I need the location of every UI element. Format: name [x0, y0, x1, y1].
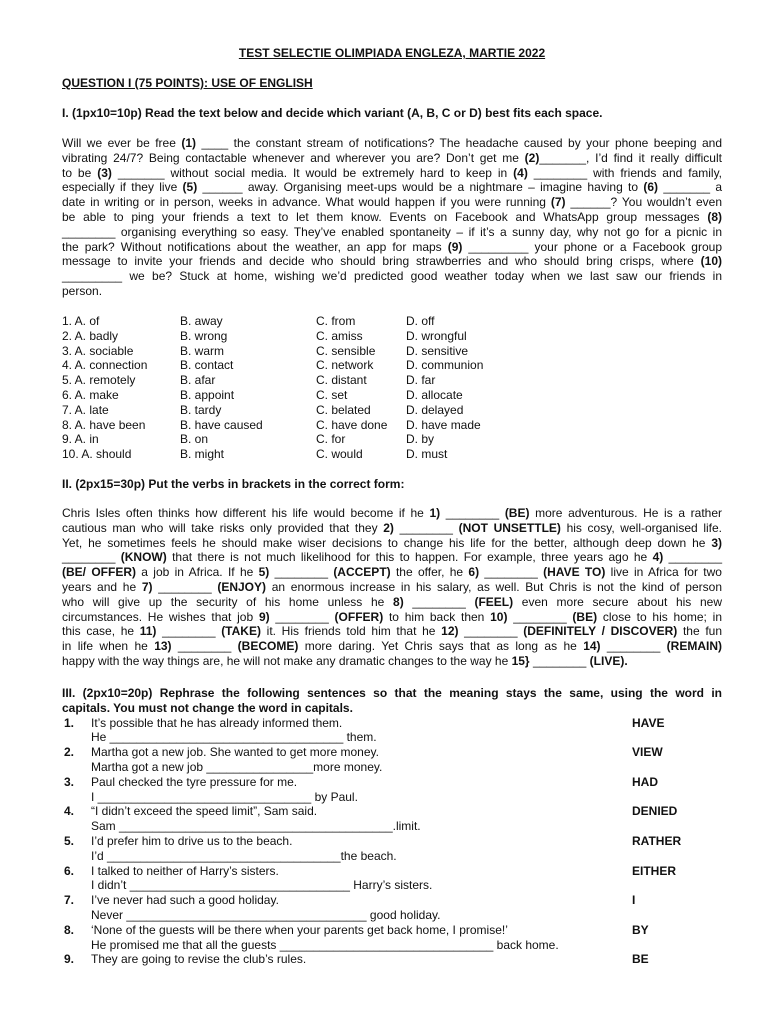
text-segment: especially if they live — [62, 180, 183, 195]
blank-marker: 11) — [139, 624, 157, 639]
item-number: 5. — [64, 833, 75, 848]
option-choice: 7. A. late — [62, 402, 109, 417]
section-1-line — [62, 284, 722, 299]
section-2-line — [62, 595, 722, 610]
item-number: 4. — [64, 804, 75, 819]
item-keyword: I — [632, 893, 636, 908]
blank-marker: 7) — [141, 579, 153, 594]
text-segment: ________ — [663, 550, 722, 565]
blank-marker: (5) — [182, 180, 198, 195]
text-segment: more adventurous. He is a rather — [529, 506, 722, 520]
section-3-heading-line-1: III. (2px10=20p) Rephrase the following sentences so that the meaning stays the same, using the word in — [62, 686, 722, 700]
text-segment: date in writing or in person, weeks in advance. What would happen if you were running — [62, 195, 551, 210]
blank-marker: (BE) — [504, 506, 530, 520]
text-segment: the offer, he — [390, 565, 469, 580]
item-answer-line: I didn’t _________________________________ Harry’s sisters. — [91, 878, 433, 893]
section-2-heading: II. (2px15=30p) Put the verbs in brackets in the correct form: — [62, 477, 405, 491]
text-segment: live in Africa for two — [605, 565, 722, 580]
text-segment: message to invite your friends and decide who should bring strawberries and who should bring crisps, where — [62, 254, 701, 269]
text-segment: ________ — [507, 609, 573, 624]
item-sentence: I’ve never had such a good holiday. — [91, 893, 279, 908]
section-2-line — [62, 639, 722, 654]
text-segment: ______? You wouldn’t even — [565, 195, 722, 210]
question-heading: QUESTION I (75 POINTS): USE OF ENGLISH — [62, 76, 313, 90]
blank-marker: (ACCEPT) — [333, 565, 391, 580]
blank-marker: (HAVE TO) — [543, 565, 606, 580]
item-keyword: HAD — [632, 774, 658, 789]
blank-marker: (OFFER) — [334, 609, 384, 624]
option-choice: D. by — [406, 432, 435, 447]
rephrase-item — [62, 893, 722, 923]
option-choice: C. network — [316, 358, 374, 373]
option-choice: D. communion — [406, 358, 484, 373]
text-segment: ________ — [600, 639, 667, 654]
item-number: 8. — [64, 922, 75, 937]
text-segment: ________ — [62, 550, 121, 565]
section-3 — [62, 686, 722, 982]
text-segment: person. — [62, 283, 103, 298]
section-1-line — [62, 225, 722, 240]
blank-marker: (7) — [550, 195, 566, 210]
section-1-heading: I. (1px10=10p) Read the text below and decide which variant (A, B, C or D) best fits each space. — [62, 106, 603, 120]
text-segment: ________ — [156, 624, 222, 639]
option-choice: D. allocate — [406, 387, 463, 402]
item-number: 7. — [64, 893, 75, 908]
blank-marker: (REMAIN) — [666, 639, 722, 654]
section-1-line — [62, 195, 722, 210]
option-choice: C. for — [316, 432, 346, 447]
section-2-line — [62, 521, 722, 536]
item-keyword: RATHER — [632, 833, 682, 848]
item-sentence: I talked to neither of Harry’s sisters. — [91, 863, 279, 878]
section-1-line — [62, 240, 722, 255]
item-answer-line: Never ____________________________________ good holiday. — [91, 907, 441, 922]
section-2-line — [62, 580, 722, 595]
item-answer-line: I ________________________________ by Paul. — [91, 789, 358, 804]
item-sentence: I’d prefer him to drive us to the beach. — [91, 833, 293, 848]
item-sentence: “I didn’t exceed the speed limit”, Sam said. — [91, 804, 318, 819]
text-segment: ________ — [458, 624, 524, 639]
text-segment: ________ — [479, 565, 544, 580]
text-segment: a job in Africa. If he — [135, 565, 259, 580]
option-choice: B. warm — [180, 343, 225, 358]
option-choice: 1. A. of — [62, 314, 100, 328]
blank-marker: (2) — [524, 150, 540, 165]
blank-marker: 5) — [258, 565, 270, 580]
blank-marker: (BECOME) — [237, 639, 299, 654]
blank-marker: (8) — [707, 209, 722, 224]
rephrase-item — [62, 804, 722, 834]
section-2-text — [62, 506, 722, 669]
item-sentence: ‘None of the guests will be there when your parents get back home, I promise!’ — [91, 922, 508, 937]
blank-marker: (6) — [643, 180, 659, 195]
blank-marker: 4) — [652, 550, 664, 565]
rephrase-item — [62, 923, 722, 953]
text-segment: Will we ever be free — [62, 136, 182, 150]
text-segment: close to his home; in — [597, 609, 722, 624]
text-segment: who will give up the security of his home unless he — [62, 594, 394, 609]
document-title: TEST SELECTIE OLIMPIADA ENGLEZA, MARTIE 2022 — [238, 46, 546, 60]
option-choice: 5. A. remotely — [62, 373, 136, 388]
blank-marker: 1) — [429, 506, 441, 520]
section-1-text — [62, 136, 722, 299]
text-segment: ________ — [393, 520, 459, 535]
blank-marker: 15} — [511, 653, 530, 668]
option-choice: C. distant — [316, 373, 367, 388]
section-2-line — [62, 506, 722, 521]
text-segment: his cosy, well-organised life. — [560, 520, 723, 535]
blank-marker: 9) — [258, 609, 270, 624]
text-segment: _________ we be? Stuck at home, wishing we’d predicted good weather today when we last saw our friends in — [62, 269, 722, 284]
text-segment: ________ — [403, 594, 475, 609]
item-keyword: VIEW — [632, 745, 663, 760]
item-number: 3. — [64, 774, 75, 789]
blank-marker: (4) — [513, 165, 528, 180]
blank-marker: (NOT UNSETTLE) — [458, 520, 561, 535]
blank-marker: 2) — [383, 520, 394, 535]
text-segment: _______ a — [658, 180, 723, 195]
text-segment: ________ organising everything so easy. They’ve enabled spontaneity – if it’s a sunny day, why not go for a picnic in — [62, 224, 722, 239]
section-2-line — [62, 624, 722, 639]
item-sentence: They are going to revise the club’s rules. — [91, 952, 307, 967]
option-choice: D. sensitive — [406, 343, 469, 358]
item-keyword: DENIED — [632, 804, 678, 819]
option-choice: C. from — [316, 314, 356, 328]
text-segment: in life when he — [62, 639, 155, 654]
text-segment: even more secure about his new — [513, 594, 723, 609]
text-segment: _______, I’d find it really difficult — [539, 150, 722, 165]
option-choice: 6. A. make — [62, 387, 119, 402]
text-segment: ________ — [529, 653, 590, 668]
text-segment: vibrating 24/7? Being contactable whenever and wherever you are? Don’t get me — [62, 150, 525, 165]
text-segment: ________ — [269, 609, 335, 624]
text-segment: ________ with friends and family, — [527, 165, 723, 180]
option-choice: B. wrong — [180, 328, 228, 343]
text-segment: circumstances. He wishes that job — [62, 609, 259, 624]
rephrase-item — [62, 952, 722, 982]
blank-marker: (KNOW) — [120, 550, 167, 565]
text-segment: ________ — [269, 565, 334, 580]
section-2-line — [62, 654, 722, 669]
item-number: 1. — [64, 715, 75, 730]
blank-marker: (ENJOY) — [217, 579, 267, 594]
text-segment: an enormous increase in his salary, as well. But Chris is not the kind of person — [266, 579, 722, 594]
blank-marker: (BE) — [572, 609, 598, 624]
option-choice: B. away — [180, 314, 223, 328]
blank-marker: 8) — [393, 594, 404, 609]
text-segment: more daring. Yet Chris says that as long as he — [298, 639, 584, 654]
blank-marker: 13) — [154, 639, 172, 654]
option-choice: 4. A. connection — [62, 358, 148, 373]
section-1-line — [62, 254, 722, 269]
item-keyword: BE — [632, 952, 649, 967]
text-segment: to be — [62, 165, 98, 180]
text-segment: Yet, he sometimes feels he should make wiser decisions to change his life for the better, although deep down he — [62, 535, 712, 550]
text-segment: ________ — [152, 579, 218, 594]
section-2-line — [62, 550, 722, 565]
blank-marker: (1) — [181, 136, 197, 150]
blank-marker: (3) — [97, 165, 112, 180]
section-1-line — [62, 166, 722, 181]
text-segment: _______ without social media. It would be extremely hard to keep in — [111, 165, 514, 180]
rephrase-item — [62, 775, 722, 805]
option-choice: 3. A. sociable — [62, 343, 134, 358]
item-answer-line: Sam _________________________________________.limit. — [91, 819, 421, 834]
blank-marker: (DEFINITELY / DISCOVER) — [523, 624, 678, 639]
option-choice: 9. A. in — [62, 432, 99, 447]
section-1-line — [62, 269, 722, 284]
section-1-line — [62, 136, 722, 151]
option-choice: D. off — [406, 314, 435, 328]
blank-marker: (BE/ OFFER) — [62, 565, 136, 580]
text-segment: it. His friends told him that he — [260, 624, 442, 639]
option-choice: B. on — [180, 432, 209, 447]
option-choice: B. contact — [180, 358, 234, 373]
option-choice: C. belated — [316, 402, 371, 417]
blank-marker: 6) — [468, 565, 480, 580]
option-choice: B. have caused — [180, 417, 263, 432]
option-choice: B. afar — [180, 373, 216, 388]
text-segment: ______ away. Organising meet-ups would be a nightmare – imagine having to — [197, 180, 644, 195]
blank-marker: (LIVE). — [589, 653, 628, 668]
text-segment: be able to ping your friends a text to let them know. Events on Facebook and WhatsApp group messages — [62, 209, 708, 224]
option-choice: D. delayed — [406, 402, 464, 417]
blank-marker: 10) — [490, 609, 508, 624]
option-choice: C. would — [316, 447, 363, 462]
option-choice: 2. A. badly — [62, 328, 119, 343]
option-choice: 8. A. have been — [62, 417, 146, 432]
rephrase-item — [62, 745, 722, 775]
option-choice: C. set — [316, 387, 348, 402]
option-choice: D. far — [406, 373, 436, 388]
option-choice: C. amiss — [316, 328, 363, 343]
item-number: 2. — [64, 745, 75, 760]
item-answer-line: Martha got a new job ________________more money. — [91, 759, 383, 774]
option-choice: C. have done — [316, 417, 388, 432]
text-segment: _________ your phone or a Facebook group — [462, 239, 722, 254]
item-number: 6. — [64, 863, 75, 878]
item-answer-line: I’d ___________________________________the beach. — [91, 848, 397, 863]
option-choice: B. appoint — [180, 387, 235, 402]
blank-marker: (TAKE) — [221, 624, 261, 639]
section-1-line — [62, 151, 722, 166]
option-choice: D. have made — [406, 417, 481, 432]
blank-marker: 12) — [441, 624, 459, 639]
blank-marker: 14) — [583, 639, 601, 654]
option-choice: B. might — [180, 447, 225, 462]
section-1-line — [62, 210, 722, 225]
text-segment: the park? Without notifications about the weather, an app for maps — [62, 239, 448, 254]
item-number: 9. — [64, 952, 75, 967]
text-segment: ________ — [440, 506, 505, 520]
rephrase-item — [62, 864, 722, 894]
section-3-heading-line-2: capitals. You must not change the word in capitals. — [62, 700, 353, 715]
option-choice: B. tardy — [180, 402, 222, 417]
item-answer-line: He promised me that all the guests ________________________________ back home. — [91, 937, 559, 952]
option-choice: D. must — [406, 447, 448, 462]
blank-marker: (9) — [447, 239, 463, 254]
blank-marker: (FEEL) — [474, 594, 514, 609]
text-segment: that there is not much likelihood for this to happen. For example, three years ago he — [166, 550, 653, 565]
blank-marker: 3) — [711, 535, 722, 550]
text-segment: ____ the constant stream of notifications? The headache caused by your phone beeping and — [196, 136, 722, 150]
rephrase-items — [62, 716, 722, 982]
rephrase-item — [62, 834, 722, 864]
text-segment: years and he — [62, 579, 142, 594]
option-choice: D. wrongful — [406, 328, 467, 343]
option-choice: C. sensible — [316, 343, 376, 358]
item-keyword: EITHER — [632, 863, 677, 878]
item-keyword: BY — [632, 922, 649, 937]
option-choice: 10. A. should — [62, 447, 132, 462]
text-segment: Chris Isles often thinks how different his life would become if he — [62, 506, 430, 520]
text-segment: the fun — [677, 624, 723, 639]
text-segment: cautious man who will take risks only provided that they — [62, 520, 384, 535]
rephrase-item — [62, 716, 722, 746]
text-segment: happy with the way things are, he will not make any dramatic changes to the way he — [62, 653, 512, 668]
section-2-line — [62, 610, 722, 625]
item-answer-line: He ___________________________________ them. — [91, 730, 377, 745]
text-segment: to him back then — [383, 609, 491, 624]
item-keyword: HAVE — [632, 715, 665, 730]
text-segment: ________ — [171, 639, 238, 654]
item-sentence: Paul checked the tyre pressure for me. — [91, 774, 298, 789]
item-sentence: Martha got a new job. She wanted to get more money. — [91, 745, 379, 760]
section-1-line — [62, 180, 722, 195]
item-sentence: It’s possible that he has already informed them. — [91, 715, 343, 730]
section-2-line — [62, 536, 722, 551]
section-2-line — [62, 565, 722, 580]
text-segment: this case, he — [62, 624, 140, 639]
blank-marker: (10) — [700, 254, 722, 269]
